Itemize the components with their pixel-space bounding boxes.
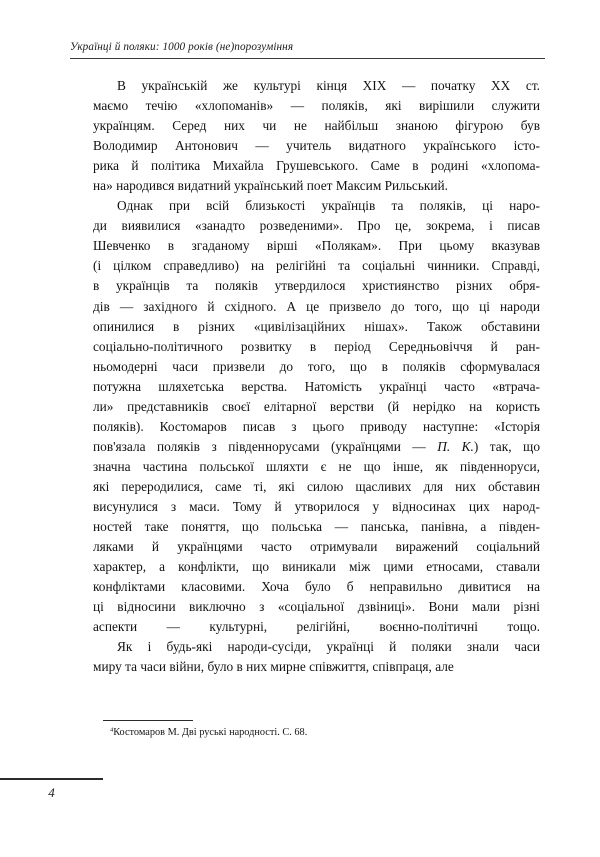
running-header-text: Українці й поляки: 1000 років (не)порозуміння (70, 41, 294, 53)
footnote-marker: 4 (110, 726, 114, 734)
text-line: потужна шляхетська верства. Натомість українці часто «втрача- (93, 378, 540, 394)
text-line: маємо течію «хлопоманів» — поляків, які вирішили служити (93, 98, 540, 114)
footnote-text: Костомаров М. Дві руські народності. С. 68. (113, 727, 308, 738)
text-line: ці відносини виключно з «соціальної дзвіниці». Вони мали різні (93, 599, 540, 615)
editorial-initials: П. К. (437, 438, 474, 454)
text-line: характер, а конфлікти, що виникали між цими етносами, ставали (93, 559, 540, 575)
footnote-divider (103, 720, 193, 721)
folio-divider (0, 778, 103, 780)
paragraph-1 (93, 76, 540, 196)
text-line: Як і будь-які народи-сусіди, українці й поляки знали часи (117, 639, 540, 655)
text-line: поляків). Костомаров писав з цього приводу наступне: «Історія (93, 418, 540, 434)
paragraph-3 (93, 637, 540, 677)
page-number: 4 (48, 785, 55, 800)
text-line: конфліктами класовими. Хоча було б неправильно дивитися на (93, 579, 540, 595)
text-line-with-footnote-ref: ляками й українцями часто отримували виражений соціальний (93, 539, 540, 555)
text-line: ньомодерні часи призвели до того, що в поляків сформувалася (93, 358, 540, 374)
text-line: значна частина польської шляхти є не що інше, як південноруси, (93, 458, 540, 474)
text-line: в українців та поляків утвердилося християнство різних обря- (93, 278, 540, 294)
text-line: рика й політика Михайла Грушевського. Саме в родині «хлопома- (93, 158, 540, 174)
paragraph-2 (93, 196, 540, 637)
text-line: які переродилися, саме ті, які силою щасливих для них обставин (93, 478, 540, 494)
running-header (70, 41, 545, 53)
text-line: аспекти — культурні, релігійні, воєнно-політичні тощо. (93, 619, 540, 635)
text-line: опинилися в різних «цивілізаційних нішах». Також обставини (93, 318, 540, 334)
header-divider (70, 58, 545, 59)
body-text (93, 76, 540, 677)
text-line: миру та часи війни, було в них мирне співжиття, співпраця, але (93, 659, 454, 675)
text-line: Володимир Антонович — учитель видатного українського істо- (93, 138, 540, 154)
text-line-with-italic: пов'язала поляків з південнорусами (українцями — П. К.) так, що (93, 438, 540, 454)
text-line: (і цілком справедливо) на релігійні та соціальні чинники. Справді, (93, 258, 540, 274)
text-line: ли» представників своєї елітарної верстви (й нерідко на користь (93, 398, 540, 414)
text-line: Однак при всій близькості українців та поляків, ці наро- (117, 198, 540, 214)
text-line: В українській же культурі кінця XIX — початку XX ст. (117, 78, 540, 93)
text-line: українцям. Серед них чи не найбільш знаною фігурою був (93, 118, 540, 134)
text-line: висунулися з маси. Тому й утворилося у відносинах цих народ- (93, 498, 540, 514)
text-line: Шевченко в згаданому вірші «Полякам». При цьому вказував (93, 238, 540, 254)
text-line: ностей таке поняття, що польська — панська, панівна, а півден- (93, 519, 540, 535)
text-line: дів — західного й східного. А це призвело до того, що ці народи (93, 298, 540, 314)
text-line: соціально-політичного розвитку в період Середньовіччя й ран- (93, 338, 540, 354)
footnote (110, 726, 540, 740)
text-line: на» народився видатний український поет Максим Рильський. (93, 178, 449, 194)
text-line: ди виявилися «занадто розведеними». Про це, зокрема, і писав (93, 218, 540, 234)
